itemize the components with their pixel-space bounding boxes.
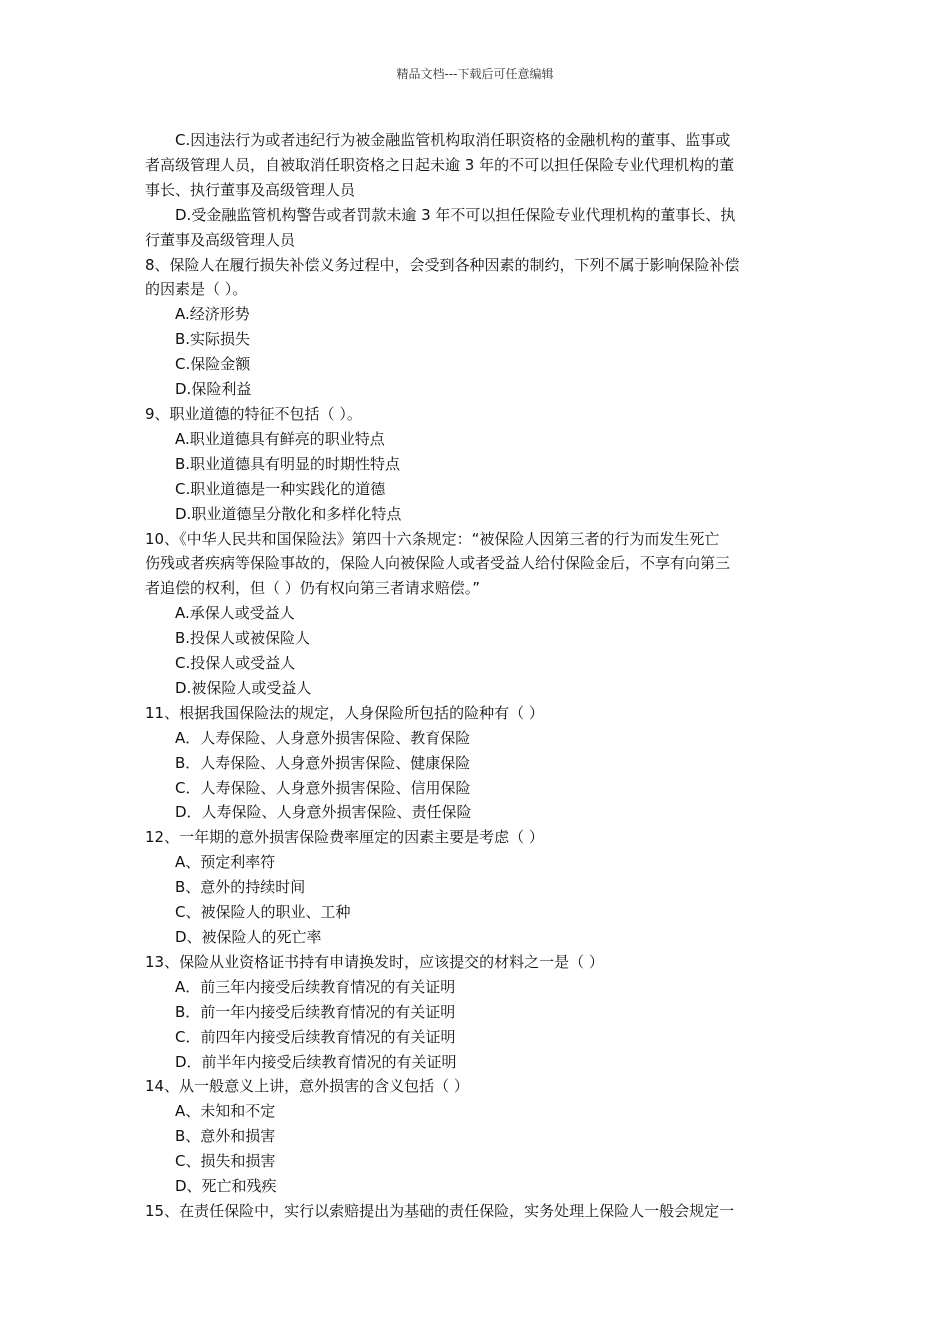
text-line: 12、一年期的意外损害保险费率厘定的因素主要是考虑（ ） bbox=[145, 828, 544, 847]
answer-option bbox=[145, 1025, 810, 1050]
answer-option bbox=[145, 751, 810, 776]
text-line: 的因素是（ ）。 bbox=[145, 280, 248, 299]
answer-option bbox=[145, 352, 810, 377]
text-line: C．人寿保险、人身意外损害保险、信用保险 bbox=[175, 778, 471, 797]
answer-option bbox=[145, 1174, 810, 1199]
answer-option bbox=[145, 676, 810, 701]
question bbox=[145, 825, 810, 850]
question bbox=[145, 1199, 810, 1224]
answer-option bbox=[145, 327, 810, 352]
answer-option bbox=[145, 975, 810, 1000]
text-line: C.保险金额 bbox=[175, 355, 251, 374]
answer-option bbox=[145, 850, 810, 875]
text-line: B.职业道德具有明显的时期性特点 bbox=[175, 454, 401, 473]
text-line: A.经济形势 bbox=[175, 305, 250, 324]
text-line: A.职业道德具有鲜亮的职业特点 bbox=[175, 429, 385, 448]
answer-option bbox=[145, 1050, 810, 1075]
question bbox=[145, 701, 810, 726]
page-header: 精品文档---下载后可任意编辑 bbox=[396, 67, 554, 81]
text-line: B.实际损失 bbox=[175, 330, 251, 349]
paragraph bbox=[145, 128, 810, 203]
question bbox=[145, 1074, 810, 1099]
answer-option bbox=[145, 776, 810, 801]
text-line: 行董事及高级管理人员 bbox=[145, 230, 296, 249]
text-line: B、意外的持续时间 bbox=[175, 878, 306, 897]
answer-option bbox=[145, 726, 810, 751]
text-line: B．人寿保险、人身意外损害保险、健康保险 bbox=[175, 753, 471, 772]
text-line: C．前四年内接受后续教育情况的有关证明 bbox=[175, 1027, 456, 1046]
answer-option bbox=[145, 1099, 810, 1124]
text-line: A.承保人或受益人 bbox=[175, 604, 295, 623]
text-line: C.职业道德是一种实践化的道德 bbox=[175, 479, 386, 498]
text-line: C、损失和损害 bbox=[175, 1152, 276, 1171]
text-line: C.因违法行为或者违纪行为被金融监管机构取消任职资格的金融机构的董事、监事或 bbox=[175, 131, 731, 149]
text-line: 事长、执行董事及高级管理人员 bbox=[145, 180, 356, 199]
answer-option bbox=[145, 302, 810, 327]
paragraph bbox=[145, 203, 810, 253]
answer-option bbox=[145, 1149, 810, 1174]
text-line: D．前半年内接受后续教育情况的有关证明 bbox=[175, 1052, 457, 1071]
question bbox=[145, 402, 810, 427]
text-line: A．人寿保险、人身意外损害保险、教育保险 bbox=[175, 728, 471, 747]
question bbox=[145, 253, 810, 303]
text-line: A．前三年内接受后续教育情况的有关证明 bbox=[175, 977, 456, 996]
text-line: 14、从一般意义上讲，意外损害的含义包括（ ） bbox=[145, 1077, 469, 1096]
answer-option bbox=[145, 626, 810, 651]
text-line: 15、在责任保险中，实行以索赔提出为基础的责任保险，实务处理上保险人一般会规定一 bbox=[145, 1201, 735, 1220]
text-line: C、被保险人的职业、工种 bbox=[175, 903, 351, 922]
answer-option bbox=[145, 900, 810, 925]
document-body bbox=[145, 128, 810, 1224]
text-line: 者追偿的权利，但（ ）仍有权向第三者请求赔偿。” bbox=[145, 579, 481, 598]
text-line: D.被保险人或受益人 bbox=[175, 678, 312, 697]
text-line: D、被保险人的死亡率 bbox=[175, 928, 322, 946]
text-line: B.投保人或被保险人 bbox=[175, 629, 311, 648]
text-line: D.职业道德呈分散化和多样化特点 bbox=[175, 504, 402, 523]
text-line: 伤残或者疾病等保险事故的，保险人向被保险人或者受益人给付保险金后，不享有向第三 bbox=[145, 554, 731, 573]
text-line: 8、保险人在履行损失补偿义务过程中，会受到各种因素的制约，下列不属于影响保险补偿 bbox=[145, 255, 740, 274]
text-line: B．前一年内接受后续教育情况的有关证明 bbox=[175, 1002, 456, 1021]
answer-option bbox=[145, 427, 810, 452]
answer-option bbox=[145, 452, 810, 477]
text-line: D、死亡和残疾 bbox=[175, 1177, 277, 1196]
answer-option bbox=[145, 377, 810, 402]
answer-option bbox=[145, 875, 810, 900]
answer-option bbox=[145, 1124, 810, 1149]
text-line: C.投保人或受益人 bbox=[175, 654, 296, 673]
answer-option bbox=[145, 800, 810, 825]
text-line: 11、根据我国保险法的规定，人身保险所包括的险种有（ ） bbox=[145, 703, 544, 722]
answer-option bbox=[145, 477, 810, 502]
text-line: 9、职业道德的特征不包括（ ）。 bbox=[145, 404, 362, 423]
answer-option bbox=[145, 925, 810, 950]
answer-option bbox=[145, 502, 810, 527]
answer-option bbox=[145, 1000, 810, 1025]
question bbox=[145, 950, 810, 975]
text-line: 10、《中华人民共和国保险法》第四十六条规定：“被保险人因第三者的行为而发生死亡 bbox=[145, 529, 720, 548]
text-line: 13、保险从业资格证书持有申请换发时，应该提交的材料之一是（ ） bbox=[145, 952, 604, 971]
question bbox=[145, 527, 810, 602]
text-line: B、意外和损害 bbox=[175, 1127, 276, 1146]
answer-option bbox=[145, 601, 810, 626]
text-line: D．人寿保险、人身意外损害保险、责任保险 bbox=[175, 803, 472, 822]
text-line: A、预定利率符 bbox=[175, 853, 276, 872]
text-line: D.受金融监管机构警告或者罚款未逾 3 年不可以担任保险专业代理机构的董事长、执 bbox=[175, 205, 736, 224]
text-line: A、未知和不定 bbox=[175, 1102, 276, 1121]
text-line: D.保险利益 bbox=[175, 380, 252, 399]
text-line: 者高级管理人员，自被取消任职资格之日起未逾 3 年的不可以担任保险专业代理机构的董 bbox=[145, 155, 735, 174]
answer-option bbox=[145, 651, 810, 676]
